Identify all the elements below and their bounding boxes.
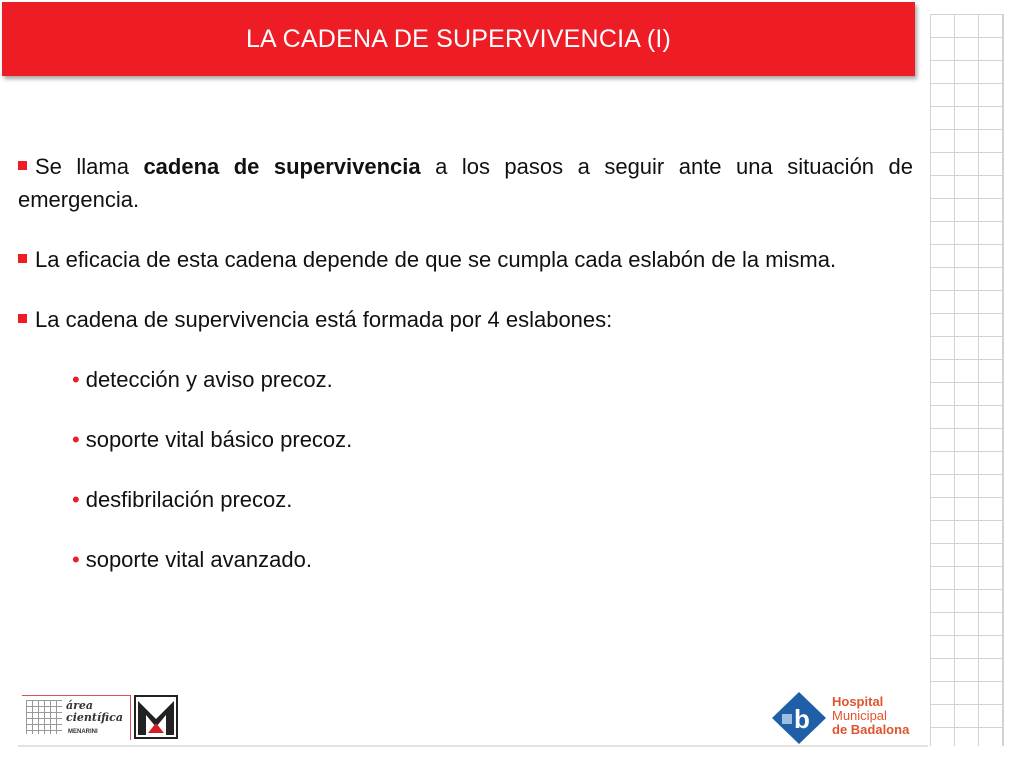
chain-link-text: soporte vital básico precoz. bbox=[85, 427, 353, 452]
paragraph-2-text: La eficacia de esta cadena depende de que se cumpla cada eslabón de la misma. bbox=[35, 247, 837, 272]
area-cientifica-text bbox=[66, 700, 123, 724]
chain-link-item bbox=[72, 483, 913, 516]
logo-line-1: área bbox=[66, 699, 94, 712]
paragraph-1-text-start: Se llama bbox=[35, 154, 144, 179]
svg-text:b: b bbox=[794, 704, 810, 734]
hospital-name-line-1: Hospital bbox=[832, 694, 884, 709]
decorative-grid bbox=[930, 14, 1004, 746]
chain-link-item bbox=[72, 543, 913, 576]
paragraph-1-bold-term: cadena de supervivencia bbox=[143, 154, 421, 179]
hospital-b-logo-icon bbox=[770, 690, 828, 745]
menarini-m-logo-icon bbox=[134, 695, 178, 739]
square-bullet-icon bbox=[18, 161, 27, 170]
hospital-name-line-2: Municipal bbox=[832, 708, 887, 723]
footer-divider bbox=[18, 745, 928, 747]
bullet-paragraph-1 bbox=[18, 150, 913, 216]
chain-link-text: soporte vital avanzado. bbox=[85, 547, 312, 572]
chain-link-text: desfibrilación precoz. bbox=[85, 487, 293, 512]
title-bar bbox=[2, 2, 915, 76]
square-bullet-icon bbox=[18, 314, 27, 323]
square-bullet-icon bbox=[18, 254, 27, 263]
bullet-dot-icon: • bbox=[72, 367, 80, 392]
bullet-paragraph-2 bbox=[18, 243, 913, 276]
area-cientifica-logo bbox=[22, 695, 131, 740]
slide-content bbox=[18, 150, 913, 603]
slide-title: LA CADENA DE SUPERVIVENCIA (I) bbox=[245, 24, 672, 53]
hospital-name bbox=[832, 695, 909, 737]
paragraph-3-text: La cadena de supervivencia está formada por 4 eslabones: bbox=[35, 307, 613, 332]
bullet-paragraph-3 bbox=[18, 303, 913, 336]
logo-line-2: científica bbox=[66, 711, 123, 724]
bullet-dot-icon: • bbox=[72, 427, 80, 452]
chain-link-text: detección y aviso precoz. bbox=[85, 367, 333, 392]
chain-link-item bbox=[72, 423, 913, 456]
paragraph-1-text-end: a los pasos a seguir ante una situación de emergencia. bbox=[18, 154, 913, 212]
menarini-small-text: MENARINI bbox=[68, 729, 98, 735]
chain-link-item bbox=[72, 363, 913, 396]
hospital-badalona-logo bbox=[770, 690, 920, 745]
hospital-name-line-3: de Badalona bbox=[832, 722, 910, 737]
bullet-dot-icon: • bbox=[72, 487, 80, 512]
grid-logo-icon bbox=[26, 700, 62, 734]
bullet-dot-icon: • bbox=[72, 547, 80, 572]
